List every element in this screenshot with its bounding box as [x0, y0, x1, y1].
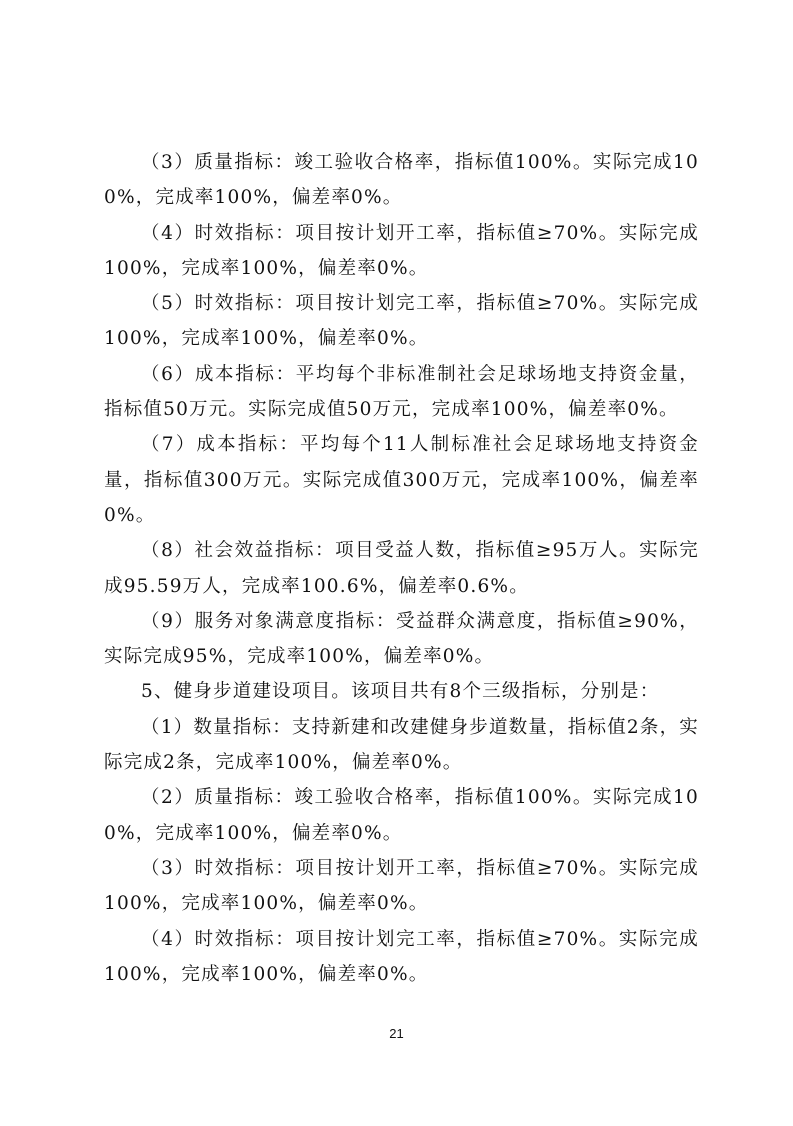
- paragraph-timeliness-start-4: （4）时效指标：项目按计划开工率，指标值≥70%。实际完成100%，完成率100%，偏差率0%。: [104, 222, 699, 279]
- page-number: 21: [389, 1026, 404, 1041]
- paragraph-cost-standard-7: （7）成本指标：平均每个11人制标准社会足球场地支持资金量，指标值300万元。实际完成值300万元，完成率100%，偏差率0%。: [104, 434, 699, 526]
- section-fitness-trail-heading: 5、健身步道建设项目。该项目共有8个三级指标，分别是：: [141, 681, 660, 703]
- paragraph-cost-nonstandard-6: （6）成本指标：平均每个非标准制社会足球场地支持资金量，指标值50万元。实际完成值50万元，完成率100%，偏差率0%。: [104, 363, 699, 421]
- paragraph-timeliness-start-3: （3）时效指标：项目按计划开工率，指标值≥70%。实际完成100%，完成率100%，偏差率0%。: [104, 857, 699, 915]
- paragraph-social-benefit-8: （8）社会效益指标：项目受益人数，指标值≥95万人。实际完成95.59万人，完成率100.6%，偏差率0.6%。: [104, 540, 699, 597]
- paragraph-quantity-indicator-1: （1）数量指标：支持新建和改建健身步道数量，指标值2条，实际完成2条，完成率100%，偏差率0%。: [104, 716, 699, 774]
- paragraph-timeliness-finish-5: （5）时效指标：项目按计划完工率，指标值≥70%。实际完成100%，完成率100%，偏差率0%。: [104, 293, 699, 350]
- paragraph-quality-indicator-3: （3）质量指标：竣工验收合格率，指标值100%。实际完成100%，完成率100%，偏差率0%。: [104, 152, 699, 209]
- paragraph-quality-indicator-2: （2）质量指标：竣工验收合格率，指标值100%。实际完成100%，完成率100%，偏差率0%。: [104, 787, 699, 844]
- paragraph-satisfaction-9: （9）服务对象满意度指标：受益群众满意度，指标值≥90%，实际完成95%，完成率100%，偏差率0%。: [104, 610, 699, 668]
- body-text: [104, 145, 699, 992]
- paragraph-timeliness-finish-4: （4）时效指标：项目按计划完工率，指标值≥70%。实际完成100%，完成率100%，偏差率0%。: [104, 928, 699, 985]
